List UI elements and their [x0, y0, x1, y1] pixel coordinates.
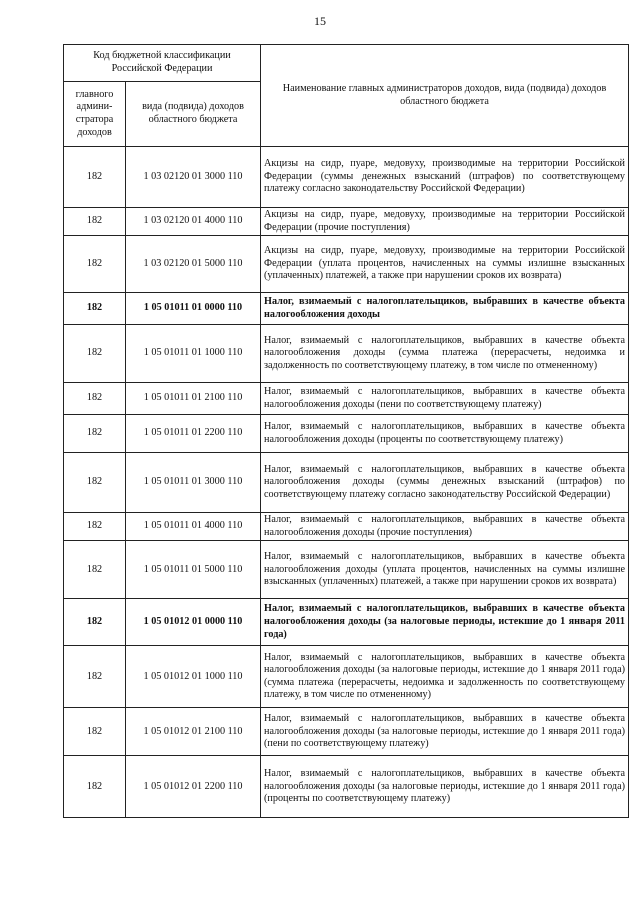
table-row [64, 541, 629, 599]
revenue-name-cell: Налог, взимаемый с налогоплательщиков, выбравших в качестве объекта налогообложения доходы (суммы денежных взысканий (штрафов) по соответствующему платежу согласно законодательству Российской Федерации) [261, 453, 629, 513]
revenue-code-cell: 1 05 01012 01 0000 110 [126, 599, 261, 646]
admin-code-cell: 182 [64, 208, 126, 236]
admin-code-cell: 182 [64, 708, 126, 756]
table-body [64, 147, 629, 818]
header-revenue-name: Наименование главных администраторов доходов, вида (подвида) доходов областного бюджета [261, 45, 629, 147]
revenue-code-cell: 1 05 01011 01 1000 110 [126, 325, 261, 383]
admin-code-cell: 182 [64, 453, 126, 513]
admin-code-cell: 182 [64, 513, 126, 541]
revenue-name-cell: Налог, взимаемый с налогоплательщиков, выбравших в качестве объекта налогообложения доходы (за налоговые периоды, истекшие до 1 января 2011 года) (пени по соответствующему платежу) [261, 708, 629, 756]
revenue-name-cell: Налог, взимаемый с налогоплательщиков, выбравших в качестве объекта налогообложения доходы (за налоговые периоды, истекшие до 1 января 2011 года) (проценты по соответствующему платежу) [261, 756, 629, 818]
header-main-administrator: главного админи-стратора доходов [64, 82, 126, 147]
table-row [64, 646, 629, 708]
revenue-name-cell: Налог, взимаемый с налогоплательщиков, выбравших в качестве объекта налогообложения доходы (за налоговые периоды, истекшие до 1 января 2011 года) [261, 599, 629, 646]
table-row [64, 383, 629, 415]
table-row [64, 513, 629, 541]
revenue-code-cell: 1 05 01012 01 1000 110 [126, 646, 261, 708]
table-header-row [64, 45, 629, 82]
table-row [64, 708, 629, 756]
revenue-name-cell: Налог, взимаемый с налогоплательщиков, выбравших в качестве объекта налогообложения доходы (пени по соответствующему платежу) [261, 383, 629, 415]
admin-code-cell: 182 [64, 415, 126, 453]
revenue-code-cell: 1 05 01011 01 3000 110 [126, 453, 261, 513]
admin-code-cell: 182 [64, 646, 126, 708]
table-row [64, 147, 629, 208]
table-row [64, 208, 629, 236]
header-revenue-type: вида (подвида) доходов областного бюджета [126, 82, 261, 147]
admin-code-cell: 182 [64, 293, 126, 325]
revenue-code-cell: 1 05 01011 01 2200 110 [126, 415, 261, 453]
revenue-code-cell: 1 05 01011 01 2100 110 [126, 383, 261, 415]
admin-code-cell: 182 [64, 236, 126, 293]
revenue-name-cell: Акцизы на сидр, пуаре, медовуху, производимые на территории Российской Федерации (прочие поступления) [261, 208, 629, 236]
revenue-code-cell: 1 05 01011 01 4000 110 [126, 513, 261, 541]
table-row [64, 415, 629, 453]
table-row [64, 756, 629, 818]
table-row [64, 599, 629, 646]
admin-code-cell: 182 [64, 325, 126, 383]
revenue-code-cell: 1 03 02120 01 4000 110 [126, 208, 261, 236]
admin-code-cell: 182 [64, 756, 126, 818]
admin-code-cell: 182 [64, 541, 126, 599]
revenue-code-cell: 1 03 02120 01 3000 110 [126, 147, 261, 208]
revenue-name-cell: Налог, взимаемый с налогоплательщиков, выбравших в качестве объекта налогообложения доходы (за налоговые периоды, истекшие до 1 января 2011 года) (сумма платежа (перерасчеты, недоимка и задолженность по соответствующему платежу, в том числе по отмененному) [261, 646, 629, 708]
revenue-code-cell: 1 05 01011 01 5000 110 [126, 541, 261, 599]
revenue-name-cell: Налог, взимаемый с налогоплательщиков, выбравших в качестве объекта налогообложения доходы (проценты по соответствующему платежу) [261, 415, 629, 453]
table-row [64, 325, 629, 383]
admin-code-cell: 182 [64, 599, 126, 646]
revenue-name-cell: Налог, взимаемый с налогоплательщиков, выбравших в качестве объекта налогообложения доходы (сумма платежа (перерасчеты, недоимка и задолженность по соответствующему платежу, в том числе по отмененному) [261, 325, 629, 383]
revenue-name-cell: Налог, взимаемый с налогоплательщиков, выбравших в качестве объекта налогообложения доходы (прочие поступления) [261, 513, 629, 541]
revenue-name-cell: Акцизы на сидр, пуаре, медовуху, производимые на территории Российской Федерации (уплата процентов, начисленных на суммы излишне взысканных (уплаченных) платежей, а также при нарушении сроков их возврата) [261, 236, 629, 293]
revenue-name-cell: Налог, взимаемый с налогоплательщиков, выбравших в качестве объекта налогообложения доходы (уплата процентов, начисленных на суммы излишне взысканных (уплаченных) платежей, а также при нарушении сроков их возврата) [261, 541, 629, 599]
revenue-code-cell: 1 05 01012 01 2100 110 [126, 708, 261, 756]
revenue-name-cell: Налог, взимаемый с налогоплательщиков, выбравших в качестве объекта налогообложения доходы [261, 293, 629, 325]
budget-classification-table [63, 44, 629, 818]
page-number: 15 [314, 14, 326, 28]
header-classification-code: Код бюджетной классификации Российской Федерации [64, 45, 261, 82]
table-row [64, 293, 629, 325]
admin-code-cell: 182 [64, 383, 126, 415]
table-row [64, 236, 629, 293]
admin-code-cell: 182 [64, 147, 126, 208]
revenue-code-cell: 1 03 02120 01 5000 110 [126, 236, 261, 293]
table-row [64, 453, 629, 513]
revenue-code-cell: 1 05 01011 01 0000 110 [126, 293, 261, 325]
revenue-code-cell: 1 05 01012 01 2200 110 [126, 756, 261, 818]
revenue-name-cell: Акцизы на сидр, пуаре, медовуху, производимые на территории Российской Федерации (суммы денежных взысканий (штрафов) по соответствующему платежу согласно законодательству Российской Федерации) [261, 147, 629, 208]
